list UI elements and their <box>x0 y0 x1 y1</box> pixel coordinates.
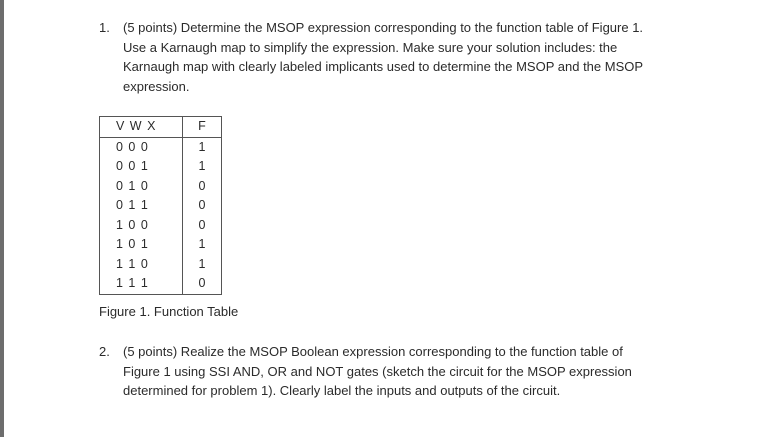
figure-caption: Figure 1. Function Table <box>99 304 239 319</box>
problem-2-text <box>123 342 632 401</box>
cell-vwx: 0 1 0 <box>100 177 183 197</box>
problem-1-line: Karnaugh map with clearly labeled implicants used to determine the MSOP and the MSOP <box>123 59 644 74</box>
cell-f: 0 <box>183 274 222 294</box>
table-row <box>100 137 222 157</box>
problem-1 <box>99 18 739 98</box>
cell-f: 0 <box>183 216 222 236</box>
cell-vwx: 0 0 1 <box>100 157 183 177</box>
table-row <box>100 177 222 197</box>
problem-1-number: 1. <box>99 20 110 35</box>
cell-f: 1 <box>183 157 222 177</box>
cell-vwx: 0 1 1 <box>100 196 183 216</box>
header-f: F <box>183 117 222 138</box>
window-left-edge <box>0 0 4 437</box>
cell-f: 1 <box>183 137 222 157</box>
problem-2-line: (5 points) Realize the MSOP Boolean expression corresponding to the function table of <box>123 344 623 359</box>
table-row <box>100 255 222 275</box>
problem-2-line: determined for problem 1). Clearly label the inputs and outputs of the circuit. <box>123 383 561 398</box>
cell-f: 0 <box>183 177 222 197</box>
table-row <box>100 157 222 177</box>
problem-1-text <box>123 18 643 96</box>
problem-1-line: (5 points) Determine the MSOP expression corresponding to the function table of Figure 1. <box>123 20 644 35</box>
table-row <box>100 274 222 294</box>
cell-vwx: 0 0 0 <box>100 137 183 157</box>
table-row <box>100 196 222 216</box>
cell-vwx: 1 0 1 <box>100 235 183 255</box>
table-row <box>100 216 222 236</box>
problem-1-line: Use a Karnaugh map to simplify the expression. Make sure your solution includes: the <box>123 39 618 55</box>
cell-vwx: 1 1 1 <box>100 274 183 294</box>
cell-f: 1 <box>183 235 222 255</box>
cell-vwx: 1 0 0 <box>100 216 183 236</box>
problem-2-number: 2. <box>99 344 110 359</box>
table-header-row <box>100 117 222 138</box>
problem-2 <box>99 342 739 402</box>
problem-1-line: expression. <box>123 78 190 94</box>
cell-vwx: 1 1 0 <box>100 255 183 275</box>
problem-2-line: Figure 1 using SSI AND, OR and NOT gates (sketch the circuit for the MSOP expression <box>123 363 632 379</box>
table-row <box>100 235 222 255</box>
header-vwx: V W X <box>100 117 183 138</box>
cell-f: 1 <box>183 255 222 275</box>
cell-f: 0 <box>183 196 222 216</box>
function-table <box>99 116 222 295</box>
